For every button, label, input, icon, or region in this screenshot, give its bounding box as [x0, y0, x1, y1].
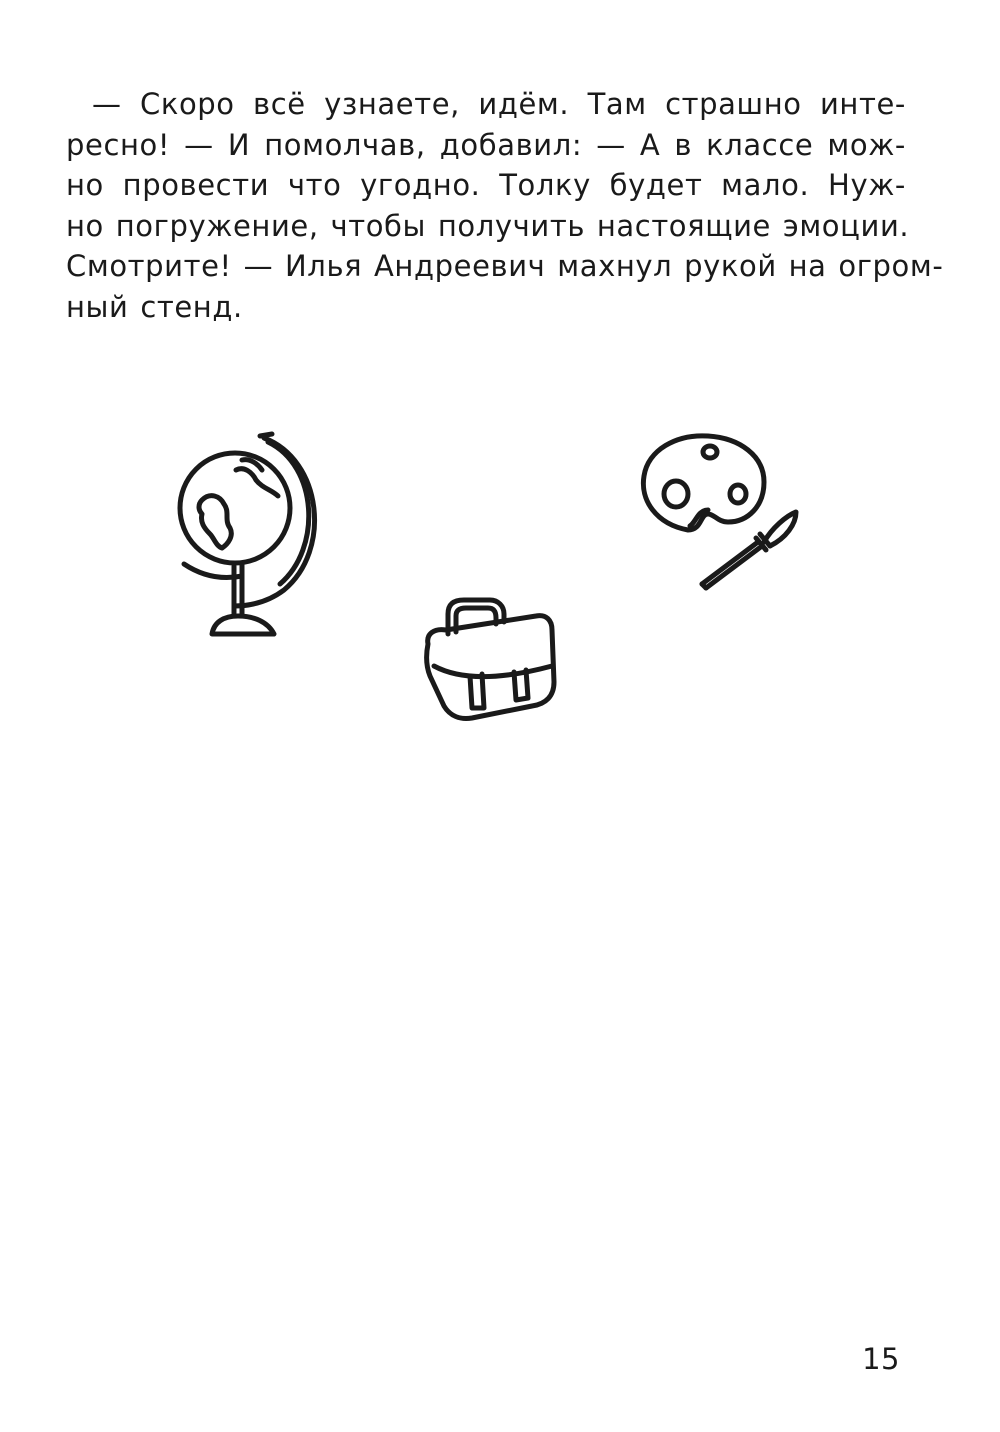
paint-palette-icon [636, 430, 806, 595]
paragraph-line-5: Смотрите! — Илья Андреевич махнул рукой на огром- [66, 249, 944, 283]
paragraph-line-4: но погружение, чтобы получить настоящие эмоции. [66, 208, 910, 243]
paragraph-line-1: — Скоро всё узнаете, идём. Там страшно инте- [92, 87, 906, 121]
briefcase-icon [420, 596, 560, 736]
paragraph-line-6: ный стенд. [66, 289, 243, 324]
page-number: 15 [862, 1342, 900, 1376]
paragraph-line-3: но провести что угодно. Толку будет мало. Нуж- [66, 168, 906, 202]
globe-icon [172, 430, 332, 640]
paragraph [66, 84, 944, 327]
paragraph-line-2: ресно! — И помолчав, добавил: — А в классе мож- [66, 127, 906, 162]
